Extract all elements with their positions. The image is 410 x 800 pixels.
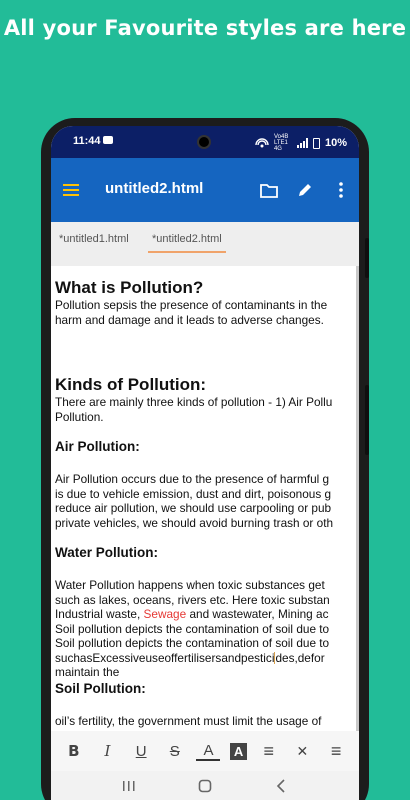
phone-screen (51, 126, 359, 800)
paragraph-line: oil’s fertility, the government must limit the usage of (55, 713, 322, 728)
menu-icon[interactable] (63, 184, 79, 196)
paragraph-line: is due to vehicle emission, dust and dirt, poisonous g (55, 486, 332, 501)
pencil-icon (297, 182, 313, 198)
paragraph-line (55, 651, 359, 666)
promo-headline: All your Favourite styles are here (3, 16, 407, 40)
back-icon (276, 779, 286, 793)
paragraph-line: Soil pollution depicts the contamination of soil due to (55, 621, 330, 636)
back-button[interactable] (271, 777, 291, 795)
paragraph-line: Water Pollution happens when toxic substances get (55, 578, 325, 592)
status-bar (51, 126, 359, 158)
network-type-label: Vo4B LTE1 4G (273, 134, 289, 152)
open-folder-button[interactable] (257, 178, 281, 202)
text-run: Industrial waste, (55, 607, 144, 621)
paragraph-line: Pollution sepsis the presence of contaminants in the (55, 298, 328, 312)
tab-untitled2[interactable]: *untitled2.html (148, 233, 226, 253)
text-run: des,defor (275, 650, 325, 665)
paragraph-line: There are mainly three kinds of pollution - 1) Air Pollu (55, 395, 333, 409)
recents-button[interactable] (119, 777, 139, 795)
system-nav-bar (51, 771, 359, 800)
battery-level: 10% (324, 137, 347, 149)
battery-icon (313, 138, 320, 149)
paragraph-line: maintain the (55, 665, 120, 679)
paragraph-line: such as lakes, oceans, rivers etc. Here toxic substan (55, 592, 330, 607)
align-icon[interactable]: ≡ (330, 740, 342, 761)
app-bar (51, 158, 359, 222)
front-camera (197, 135, 211, 149)
text-color-icon[interactable]: A (196, 741, 220, 761)
heading-soil-pollution: Soil Pollution: (55, 680, 146, 696)
bullet-list-icon[interactable]: ≡ (263, 740, 275, 761)
hotspot-icon (255, 138, 269, 149)
signal-icon (297, 138, 308, 148)
paragraph-line: private vehicles, we should avoid burning trash or oth (55, 515, 334, 530)
document-title: untitled2.html (105, 180, 204, 197)
editor-scrollbar[interactable] (356, 266, 359, 731)
italic-icon[interactable]: I (104, 742, 111, 760)
home-button[interactable] (195, 777, 215, 795)
more-options-button[interactable] (329, 178, 353, 202)
heading-kinds-of-pollution: Kinds of Pollution: (55, 375, 207, 394)
paragraph-line: Soil pollution depicts the contamination of soil due to (55, 636, 330, 650)
paragraph-line: Pollution. (55, 409, 104, 424)
home-icon (198, 779, 212, 793)
highlight-icon[interactable]: A (230, 743, 247, 760)
file-tabs (51, 222, 359, 266)
strikethrough-icon[interactable]: S (169, 742, 180, 760)
bold-icon[interactable]: B (68, 742, 80, 760)
folder-icon (260, 183, 278, 198)
heading-air-pollution: Air Pollution: (55, 439, 140, 454)
heading-water-pollution: Water Pollution: (55, 545, 158, 560)
underline-icon[interactable]: U (135, 742, 147, 760)
text-run: suchasExcessiveuseoffertilisersandpestici (55, 650, 275, 665)
red-text-run: Sewage (143, 607, 187, 621)
heading-what-is-pollution: What is Pollution? (55, 278, 204, 297)
recents-icon (122, 780, 136, 792)
phone-power-button (365, 385, 369, 455)
edit-button[interactable] (293, 178, 317, 202)
status-time: 11:44 (73, 135, 101, 147)
more-vert-icon (339, 182, 343, 198)
phone-volume-button (365, 238, 369, 278)
format-toolbar (51, 731, 359, 771)
paragraph-line: reduce air pollution, we should use carpooling or pub (55, 501, 332, 515)
paragraph-line: Air Pollution occurs due to the presence of harmful g (55, 472, 330, 486)
paragraph-line: harm and damage and it leads to adverse changes. (55, 312, 324, 327)
paragraph-line (55, 607, 359, 622)
tab-untitled1[interactable]: *untitled1.html (59, 233, 129, 245)
document-editor[interactable] (51, 266, 359, 731)
text-run: and wastewater, Mining ac (186, 607, 329, 621)
clear-format-icon[interactable]: ✕ (296, 742, 309, 759)
message-icon (103, 136, 113, 144)
